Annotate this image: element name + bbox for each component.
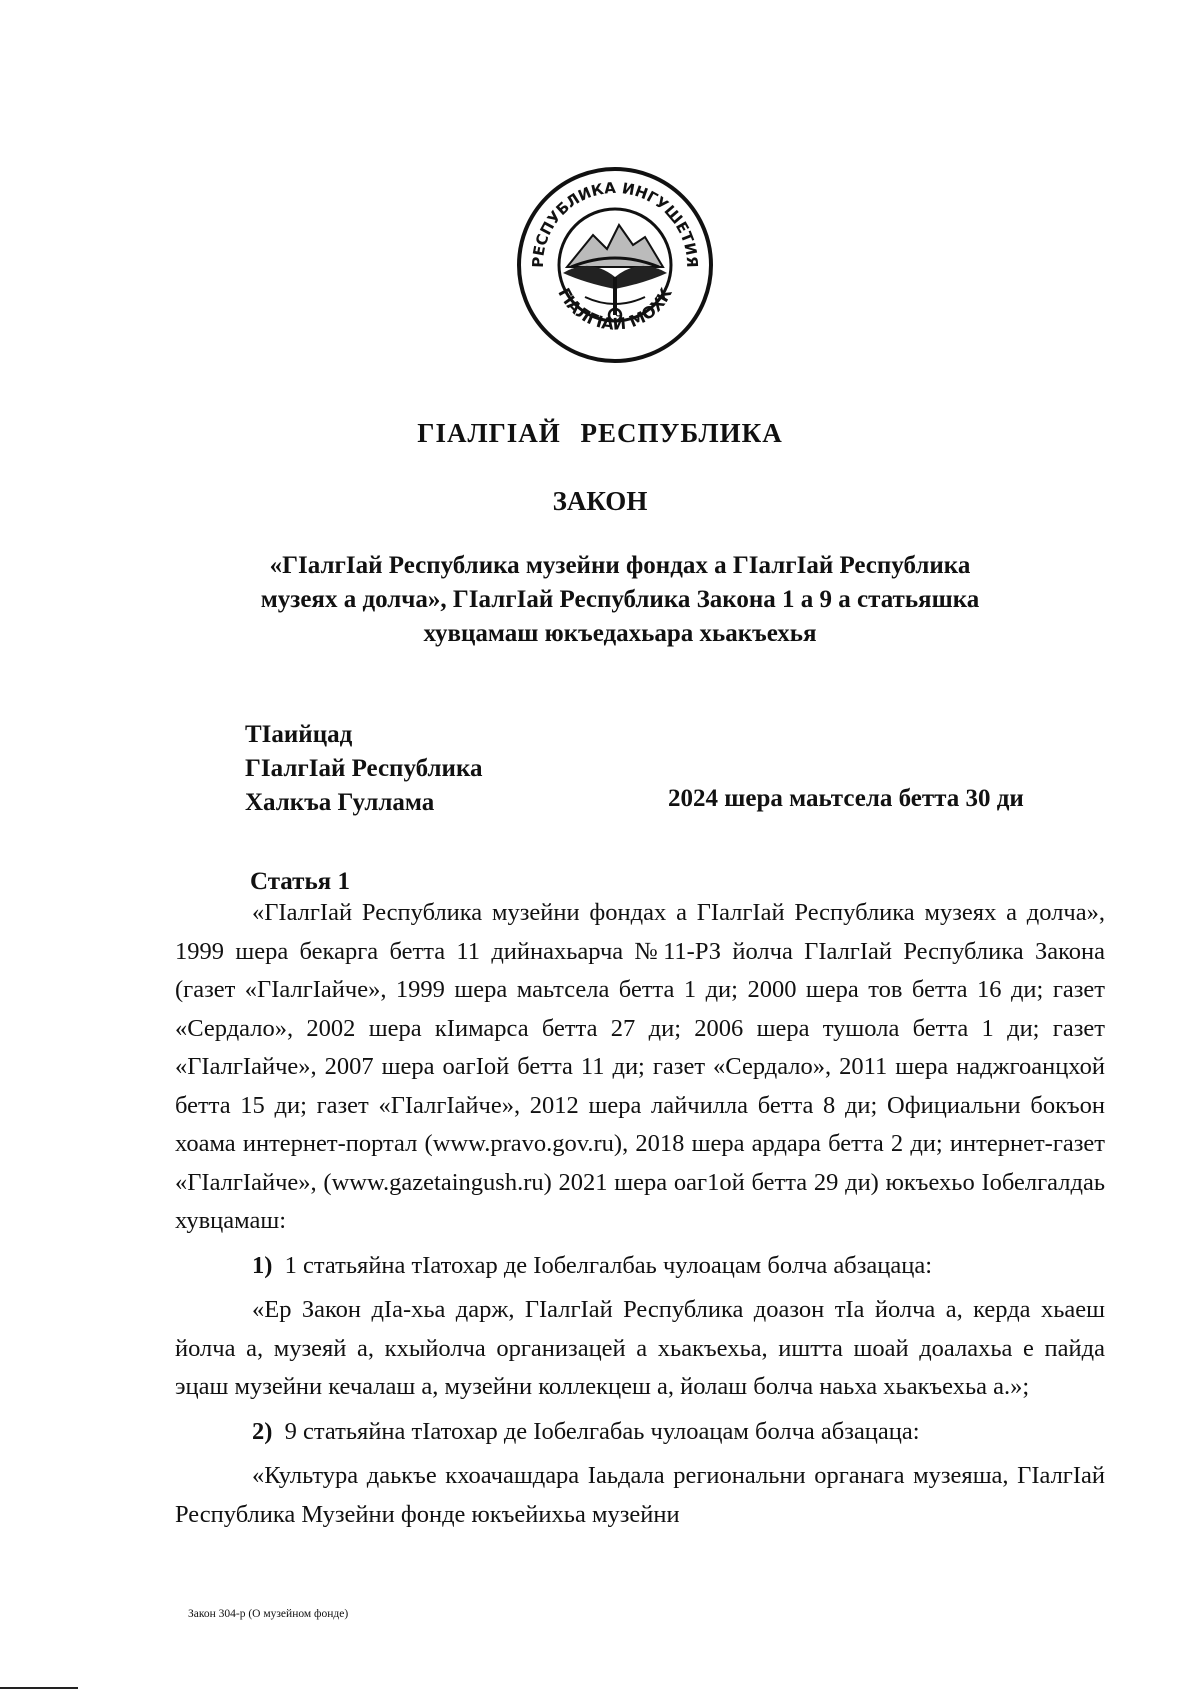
republic-heading: ГIАЛГIАЙ РЕСПУБЛИКА <box>417 418 783 448</box>
article-heading: Статья 1 <box>250 868 350 895</box>
adoption-block <box>245 718 482 820</box>
item-text: 1 статьяйна тIатохар де Iобелгалбаь чулоацам болча абзацаца: <box>284 1251 933 1279</box>
law-title <box>215 549 1025 651</box>
law-heading: ЗАКОН <box>552 486 648 516</box>
divider <box>0 1687 78 1689</box>
law-title-line: музеях а долча», ГIалгIай Республика Закона 1 а 9 а статьяшка <box>260 586 980 613</box>
item-quote: «Ер Закон дIа-хьа дарж, ГIалгIай Республика доазон тIа йолча а, керда хьаеш йолча а, музеяй а, кхыйолча организацей а хьакъехьа, иштта шоай доалахьа е пайда эцаш музейни кечалаш а, музейни коллекцеш а, йолаш болча наьха хьакъехьа а.»; <box>175 1296 1105 1400</box>
article-intro: «ГIалгIай Республика музейни фондах а ГIалгIай Республика музеях а долча», 1999 шера бекарга бетта 11 дийнахьарча №11-РЗ йолча ГIалгIай Республика Закона (газет «ГIалгIайче», 1999 шера маьтсела бетта 1 ди; 2000 шера тов бетта 16 ди; газет «Сердало», 2002 шера кIимарса бетта 27 ди; 2006 шера тушола бетта 1 ди; газет «ГIалгIайче», 2007 шера оагIой бетта 11 ди; газет «Сердало», 2011 шера наджгоанцхой бетта 15 ди; газет «ГIалгIайче», 2012 шера лайчилла бетта 8 ди; Официальни бокъон хоама интернет-портал (www.pravo.gov.ru), 2018 шера ардара бетта 2 ди; интернет-газет «ГIалгIайче», (www.gazetaingush.ru) 2021 шера оаг1ой бетта 29 ди) юкъехьо Iобелгалдаь хувцамаш: <box>175 899 1105 1234</box>
item-number: 1) <box>252 1251 273 1279</box>
adoption-date: 2024 шера маьтсела бетта 30 ди <box>668 785 1024 812</box>
coat-of-arms-icon <box>515 165 715 365</box>
emblem-top-text: РЕСПУБЛИКА ИНГУШЕТИЯ <box>528 178 702 269</box>
item-number: 2) <box>252 1417 273 1445</box>
adoption-line: ТIаийцад <box>245 721 353 748</box>
law-title-line: хувцамаш юкъедахьара хьакъехья <box>423 620 817 647</box>
adoption-line: ГIалгIай Республика <box>245 755 483 782</box>
adoption-line: Халкъа Гуллама <box>245 789 435 816</box>
item-text: 9 статьяйна тIатохар де Iобелгабаь чулоацам болча абзацаца: <box>284 1417 920 1445</box>
law-title-line: «ГIалгIай Республика музейни фондах а ГIалгIай Республика <box>269 552 971 579</box>
article-body <box>175 894 1105 1534</box>
article-item <box>175 1247 1105 1286</box>
article-item <box>175 1413 1105 1452</box>
emblem-bottom-text: ГIАЛГIАЙ МОХК <box>554 284 676 334</box>
footer-doc-ref: Закон 304-р (О музейном фонде) <box>188 1608 349 1620</box>
item-quote: «Культура даькъе кхоачашдара Iаьдала региональни органага музеяша, ГIалгIай Республика Музейни фонде юкъейихьа музейни <box>175 1462 1105 1528</box>
